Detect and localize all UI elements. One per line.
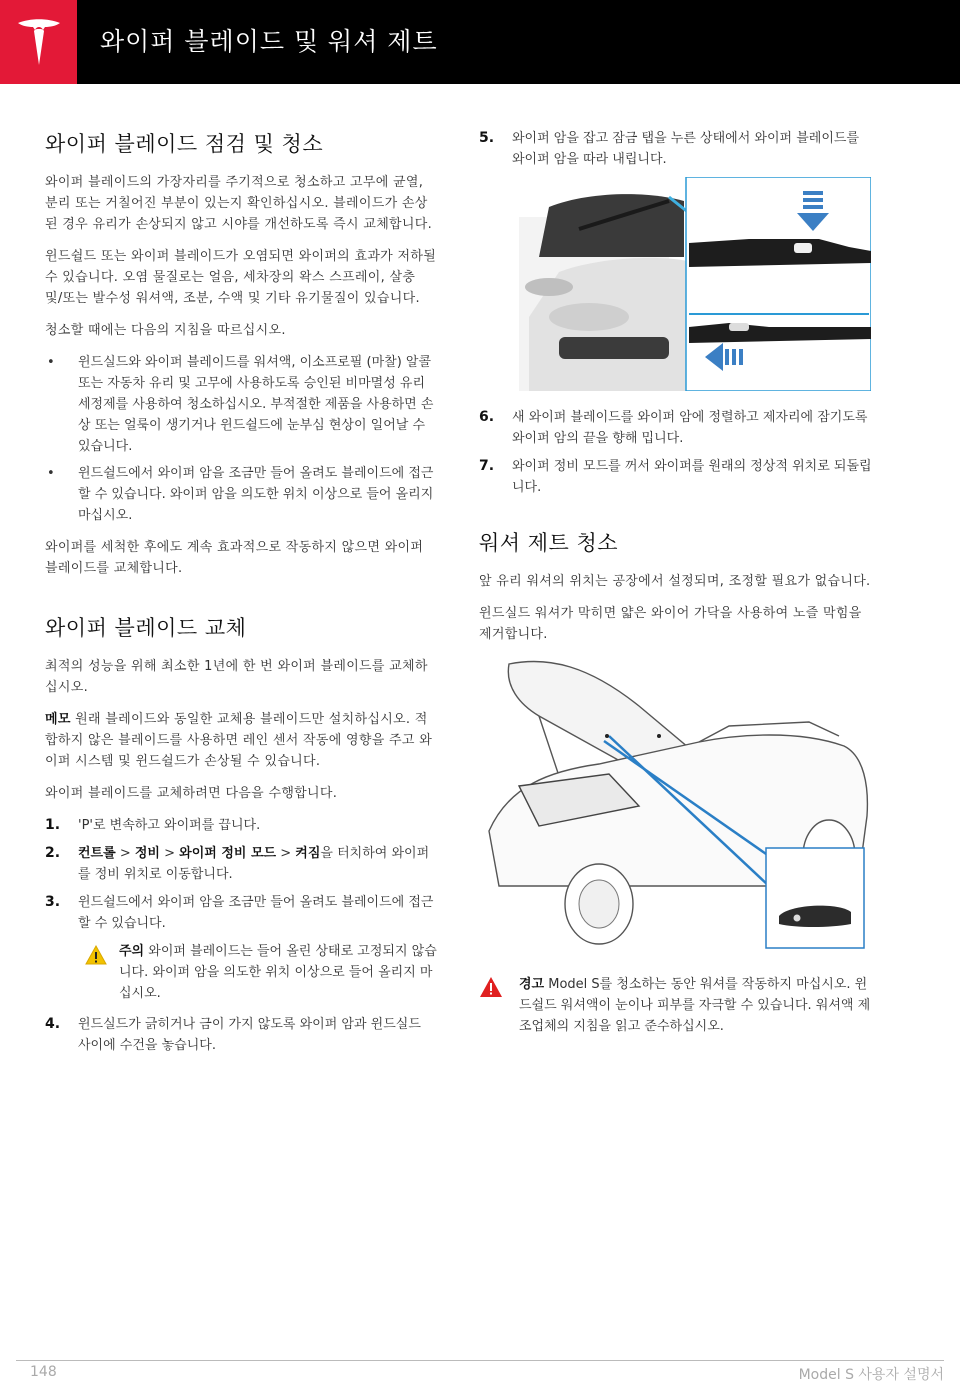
right-column bbox=[479, 128, 872, 1047]
page-header bbox=[0, 0, 960, 84]
paragraph: 윈드쉴드 또는 와이퍼 블레이드가 오염되면 와이퍼의 효과가 저하될 수 있습니다. 오염 물질로는 얼음, 세차장의 왁스 스프레이, 살충 및/또는 발수성 워셔액, 조분, 수액 및 기타 유기물질이 있습니다. bbox=[45, 249, 437, 306]
step-5: 5. 와이퍼 암을 잡고 잠금 탭을 누른 상태에서 와이퍼 블레이드를 와이퍼 암을 따라 내립니다. bbox=[479, 130, 860, 167]
note-label: 메모 bbox=[45, 712, 71, 727]
paragraph: 와이퍼 블레이드를 교체하려면 다음을 수행합니다. bbox=[45, 786, 338, 801]
section-title-inspect: 와이퍼 블레이드 점검 및 청소 bbox=[45, 132, 324, 156]
tesla-logo-icon bbox=[16, 17, 62, 67]
warning-box: 경고 Model S를 청소하는 동안 워셔를 작동하지 마십시오. 윈드쉴드 워셔액이 눈이나 피부를 자극할 수 있습니다. 워셔액 제조업체의 지침을 읽고 준수하십시오. bbox=[479, 974, 872, 1037]
warning-label: 경고 bbox=[519, 977, 545, 992]
list-item: • 윈드실드와 와이퍼 블레이드를 워셔액, 이소프로필 (마찰) 알콜 또는 자동차 유리 및 고무에 사용하도록 승인된 비마멸성 유리 세정제를 사용하여 청소하십시오. 부적절한 제품을 사용하면 손상 또는 얼룩이 생기거나 윈드쉴드에 눈부심 현상이 일어날 수 있습니다. bbox=[45, 352, 437, 457]
warning-icon bbox=[479, 976, 503, 998]
washer-jet-illustration bbox=[479, 656, 872, 956]
bullet-icon: • bbox=[47, 466, 55, 481]
footer-divider bbox=[16, 1360, 944, 1361]
bullet-icon: • bbox=[47, 355, 55, 370]
caution-box: 주의 와이퍼 블레이드는 들어 올린 상태로 고정되지 않습니다. 와이퍼 암을 의도한 위치 이상으로 들어 올리지 마십시오. bbox=[45, 941, 437, 1004]
step-7: 7. 와이퍼 정비 모드를 꺼서 와이퍼를 원래의 정상적 위치로 되돌립니다. bbox=[479, 458, 872, 495]
paragraph: 와이퍼 블레이드의 가장자리를 주기적으로 청소하고 고무에 균열, 분리 또는 거칠어진 부분이 있는지 확인하십시오. 블레이드가 손상된 경우 유리가 손상되지 않고 시야를 개선하도록 즉시 교체합니다. bbox=[45, 175, 433, 232]
paragraph: 앞 유리 워셔의 위치는 공장에서 설정되며, 조정할 필요가 없습니다. bbox=[479, 574, 871, 589]
footer-doc-title: Model S 사용자 설명서 bbox=[798, 1367, 944, 1383]
step-4: 4. 윈드실드가 긁히거나 금이 가지 않도록 와이퍼 암과 윈드실드 사이에 수건을 놓습니다. bbox=[45, 1016, 421, 1053]
caution-label: 주의 bbox=[119, 944, 145, 959]
step-6: 6. 새 와이퍼 블레이드를 와이퍼 암에 정렬하고 제자리에 잠기도록 와이퍼 암의 끝을 향해 밉니다. bbox=[479, 409, 868, 446]
paragraph: 청소할 때에는 다음의 지침을 따르십시오. bbox=[45, 323, 286, 338]
left-column bbox=[45, 128, 437, 1063]
list-item: • 윈드쉴드에서 와이퍼 암을 조금만 들어 올려도 블레이드에 접근할 수 있습니다. 와이퍼 암을 의도한 위치 이상으로 들어 올리지 마십시오. bbox=[45, 463, 437, 526]
step-2: 2. 컨트롤 > 정비 > 와이퍼 정비 모드 > 켜짐을 터치하여 와이퍼를 정비 위치로 이동합니다. bbox=[45, 845, 430, 882]
section-title-washer: 워셔 제트 청소 bbox=[479, 531, 619, 555]
paragraph: 최적의 성능을 위해 최소한 1년에 한 번 와이퍼 블레이드를 교체하십시오. bbox=[45, 659, 428, 695]
step-1: 1. 'P'로 변속하고 와이퍼를 끕니다. bbox=[45, 817, 261, 833]
page-number: 148 bbox=[30, 1364, 57, 1380]
wiper-blade-figure bbox=[519, 177, 872, 395]
wiper-blade-illustration bbox=[519, 177, 871, 391]
caution-icon bbox=[85, 945, 107, 965]
note: 메모 원래 블레이드와 동일한 교체용 블레이드만 설치하십시오. 적합하지 않은 블레이드를 사용하면 레인 센서 작동에 영향을 주고 와이퍼 시스템 및 윈드쉴드가 손상될 수 있습니다. bbox=[45, 712, 433, 769]
section-title-replace: 와이퍼 블레이드 교체 bbox=[45, 616, 247, 640]
step-3: 3. 윈드쉴드에서 와이퍼 암을 조금만 들어 올려도 블레이드에 접근할 수 있습니다. bbox=[45, 894, 434, 931]
washer-jet-figure bbox=[479, 656, 872, 960]
page-title: 와이퍼 블레이드 및 워셔 제트 bbox=[100, 27, 438, 56]
tesla-logo bbox=[0, 0, 77, 84]
paragraph: 윈드실드 워셔가 막히면 얇은 와이어 가닥을 사용하여 노즐 막힘을 제거합니다. bbox=[479, 606, 862, 642]
paragraph: 와이퍼를 세척한 후에도 계속 효과적으로 작동하지 않으면 와이퍼 블레이드를 교체합니다. bbox=[45, 540, 424, 576]
cleaning-guidelines-list bbox=[45, 352, 437, 526]
